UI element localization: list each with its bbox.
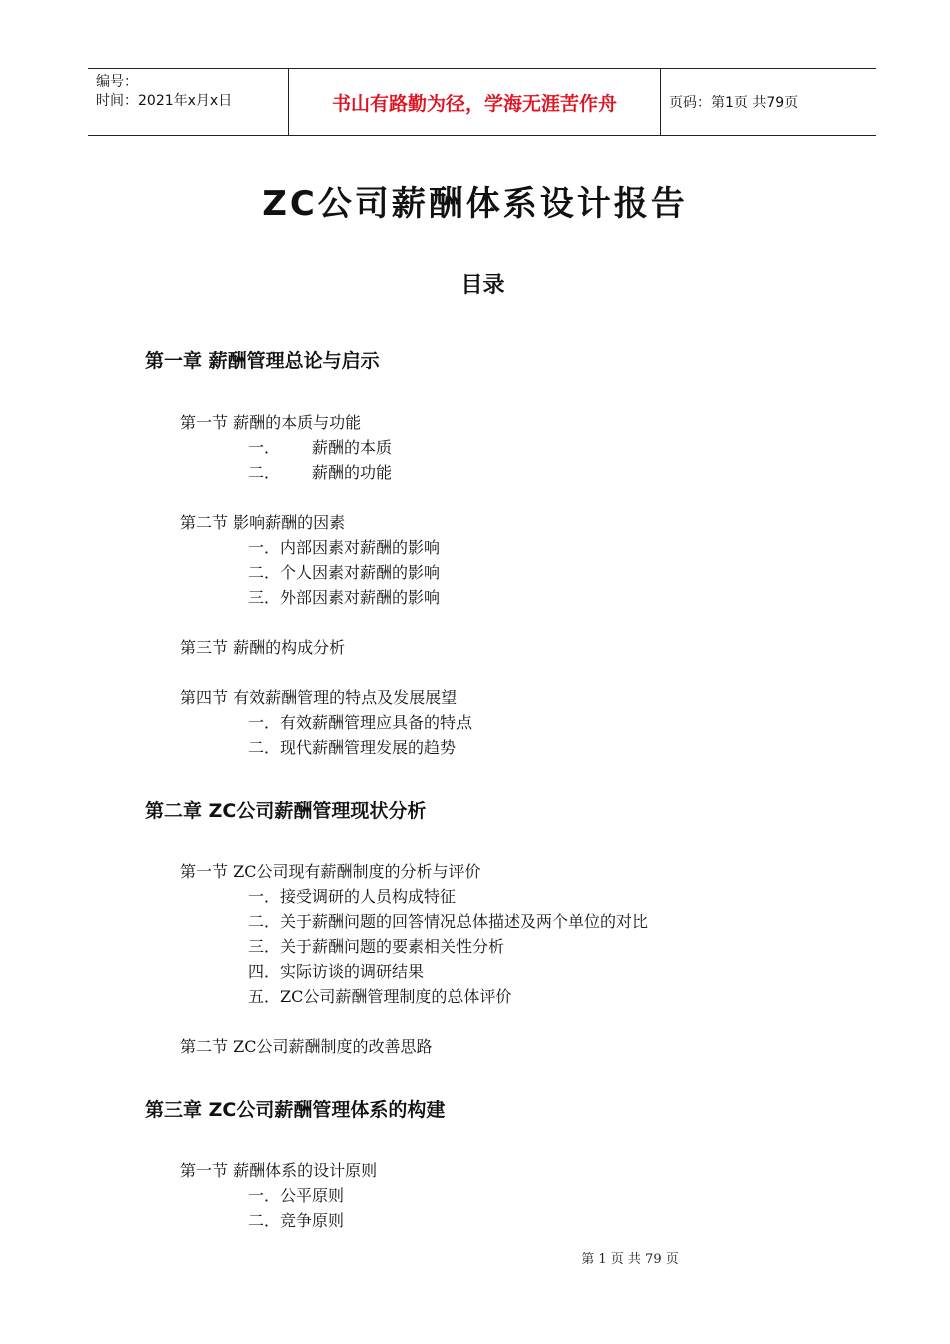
- item-text: 接受调研的人员构成特征: [280, 887, 457, 906]
- toc-chapter-3-section-1[interactable]: 第一节 薪酬体系的设计原则: [180, 1161, 378, 1180]
- item-text: 内部因素对薪酬的影响: [280, 538, 441, 557]
- header-page-label: 页码：第1页 共79页: [669, 95, 799, 111]
- toc-item[interactable]: [248, 959, 424, 982]
- item-text: 外部因素对薪酬的影响: [280, 588, 441, 607]
- toc-chapter-1-section-4[interactable]: 第四节 有效薪酬管理的特点及发展展望: [180, 688, 458, 707]
- item-text: 现代薪酬管理发展的趋势: [280, 738, 457, 757]
- item-number: 三．: [248, 588, 281, 607]
- toc-chapter-1[interactable]: 第一章 薪酬管理总论与启示: [145, 350, 380, 372]
- item-number: 一．: [248, 1186, 281, 1205]
- page-footer: 第 1 页 共 79 页: [581, 1252, 679, 1267]
- item-number: 四．: [248, 962, 281, 981]
- document-time-label: 时间：2021年x月x日: [96, 93, 233, 109]
- item-number: 二．: [248, 1211, 281, 1230]
- item-text: 个人因素对薪酬的影响: [280, 563, 441, 582]
- item-text: 公平原则: [280, 1186, 345, 1205]
- document-title: ZC公司薪酬体系设计报告: [262, 184, 688, 224]
- item-text: 有效薪酬管理应具备的特点: [280, 713, 473, 732]
- toc-heading: 目录: [460, 273, 505, 298]
- item-text: 薪酬的本质: [312, 438, 393, 457]
- item-number: 二．: [248, 912, 281, 931]
- document-number-label: 编号：: [96, 74, 138, 90]
- item-text: 关于薪酬问题的要素相关性分析: [280, 937, 505, 956]
- toc-chapter-1-section-3[interactable]: 第三节 薪酬的构成分析: [180, 638, 346, 657]
- toc-chapter-1-section-1[interactable]: 第一节 薪酬的本质与功能: [180, 413, 362, 432]
- item-text: 关于薪酬问题的回答情况总体描述及两个单位的对比: [280, 912, 649, 931]
- toc-item[interactable]: [248, 435, 392, 458]
- item-number: 一．: [248, 538, 281, 557]
- toc-item[interactable]: [248, 984, 511, 1007]
- toc-item[interactable]: [248, 560, 440, 583]
- toc-chapter-2[interactable]: 第二章 ZC公司薪酬管理现状分析: [145, 800, 427, 822]
- toc-chapter-1-section-2[interactable]: 第二节 影响薪酬的因素: [180, 513, 346, 532]
- header-motto: 书山有路勤为径，学海无涯苦作舟: [288, 69, 661, 135]
- item-number: 一．: [248, 713, 281, 732]
- toc-item[interactable]: [248, 710, 472, 733]
- toc-chapter-2-section-1[interactable]: 第一节 ZC公司现有薪酬制度的分析与评价: [180, 862, 481, 881]
- item-number: 二．: [248, 463, 281, 482]
- item-number: 三．: [248, 937, 281, 956]
- item-text: ZC公司薪酬管理制度的总体评价: [280, 987, 512, 1006]
- item-text: 实际访谈的调研结果: [280, 962, 425, 981]
- item-text: 竞争原则: [280, 1211, 345, 1230]
- toc-item[interactable]: [248, 735, 456, 758]
- toc-item[interactable]: [248, 934, 504, 957]
- toc-item[interactable]: [248, 884, 456, 907]
- toc-item[interactable]: [248, 535, 440, 558]
- item-text: 薪酬的功能: [312, 463, 393, 482]
- toc-item[interactable]: [248, 1208, 344, 1231]
- item-number: 一．: [248, 887, 281, 906]
- toc-item[interactable]: [248, 585, 440, 608]
- toc-chapter-3[interactable]: 第三章 ZC公司薪酬管理体系的构建: [145, 1099, 446, 1121]
- item-number: 五．: [248, 987, 281, 1006]
- item-number: 一．: [248, 438, 281, 457]
- toc-item[interactable]: [248, 460, 392, 483]
- item-number: 二．: [248, 563, 281, 582]
- toc-chapter-2-section-2[interactable]: 第二节 ZC公司薪酬制度的改善思路: [180, 1037, 433, 1056]
- item-number: 二．: [248, 738, 281, 757]
- toc-item[interactable]: [248, 1183, 344, 1206]
- toc-item[interactable]: [248, 909, 648, 932]
